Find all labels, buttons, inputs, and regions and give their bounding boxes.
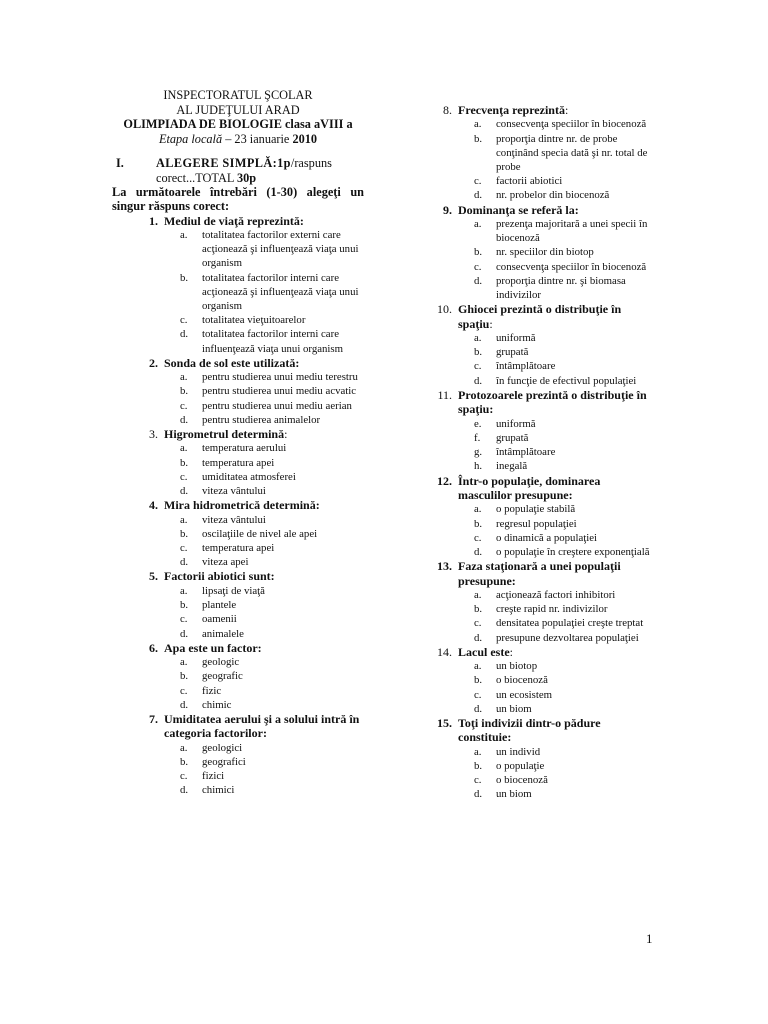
- option-text: un ecosistem: [496, 688, 553, 701]
- answer-option: [474, 174, 652, 188]
- question-number: 2.: [149, 355, 158, 370]
- question-text: [458, 388, 652, 417]
- question-text-bold: Umiditatea aerului şi a solului intră în categoria factorilor:: [164, 711, 360, 741]
- header-olympiad-title: OLIMPIADA DE BIOLOGIE clasa aVIII a: [123, 117, 353, 132]
- answer-options: [474, 217, 652, 302]
- option-letter: h.: [474, 460, 483, 473]
- question-text-bold: Faza staţionară a unei populaţii presupune:: [458, 559, 621, 588]
- answer-options: [180, 370, 364, 427]
- option-letter: f.: [474, 431, 481, 444]
- section-total: corect...TOTAL 30p: [156, 170, 257, 185]
- question-heading: [112, 569, 364, 583]
- answer-option: [474, 673, 652, 687]
- answer-option: [180, 370, 364, 384]
- answer-option: [474, 445, 652, 459]
- option-letter: b.: [474, 759, 483, 772]
- answer-option: [180, 783, 364, 797]
- question-text-bold: Protozoarele prezintă o distribuţie în spaţiu:: [458, 387, 647, 417]
- answer-option: [180, 527, 364, 541]
- year-text: 2010: [292, 131, 318, 146]
- option-letter: d.: [474, 702, 483, 715]
- answer-option: [474, 431, 652, 445]
- header-line-1: INSPECTORATUL ŞCOLAR: [163, 88, 313, 102]
- option-text: uniformă: [496, 417, 536, 430]
- question-text-bold: Sonda de sol este utilizată:: [164, 355, 300, 370]
- question-text: [458, 474, 652, 503]
- question-number: 5.: [149, 569, 158, 584]
- answer-option: [180, 327, 364, 355]
- option-text: fizic: [202, 684, 222, 697]
- answer-option: [180, 755, 364, 769]
- question-number: 4.: [149, 498, 158, 513]
- question-item: [406, 559, 652, 645]
- section-title-rest: /raspuns: [290, 156, 332, 171]
- answer-option: [180, 456, 364, 470]
- option-text: nr. speciilor din biotop: [496, 246, 594, 259]
- section-heading: [112, 156, 364, 185]
- section-total-points: 30p: [236, 170, 257, 185]
- option-letter: a.: [474, 660, 482, 673]
- question-heading: [112, 498, 364, 512]
- option-letter: a.: [474, 332, 482, 345]
- option-letter: c.: [474, 175, 482, 188]
- option-text: o biocenoză: [496, 774, 548, 787]
- date-text: – 23 ianuarie: [222, 131, 293, 146]
- option-letter: a.: [180, 513, 188, 526]
- option-letter: b.: [474, 132, 483, 145]
- answer-option: [474, 531, 652, 545]
- answer-option: [474, 331, 652, 345]
- option-letter: d.: [180, 627, 189, 640]
- option-text: prezenţa majoritară a unei specii în biocenoză: [496, 218, 648, 245]
- option-letter: c.: [180, 613, 188, 626]
- option-letter: d.: [474, 274, 483, 287]
- question-text-bold: Frecvenţa reprezintă: [458, 103, 565, 117]
- question-text-tail: :: [509, 644, 513, 659]
- question-item: [112, 214, 364, 356]
- question-text-bold: Mira hidrometrică determină:: [164, 498, 320, 513]
- answer-option: [474, 188, 652, 202]
- option-letter: a.: [474, 745, 482, 758]
- answer-option: [180, 441, 364, 455]
- option-text: totalitatea factorilor interni care influenţează viaţa unui organism: [202, 328, 344, 355]
- option-letter: b.: [474, 346, 483, 359]
- answer-option: [180, 741, 364, 755]
- option-letter: g.: [474, 446, 483, 459]
- option-letter: c.: [474, 531, 482, 544]
- question-heading: [406, 645, 652, 659]
- question-number: 9.: [443, 202, 452, 217]
- option-text: animalele: [202, 627, 244, 640]
- option-letter: c.: [180, 542, 188, 555]
- answer-option: [474, 217, 652, 245]
- question-number: 11.: [437, 387, 452, 402]
- option-letter: c.: [180, 684, 188, 697]
- option-letter: c.: [180, 399, 188, 412]
- option-text: oscilaţiile de nivel ale apei: [202, 527, 318, 540]
- option-text: geografici: [202, 755, 246, 768]
- option-text: un biom: [496, 788, 532, 801]
- questions-left-list: [112, 214, 364, 798]
- option-text: nr. probelor din biocenoză: [496, 189, 610, 202]
- answer-option: [180, 655, 364, 669]
- question-text-bold: Ghiocei prezintă o distribuţie în spaţiu: [458, 302, 622, 331]
- option-text: geologici: [202, 741, 243, 754]
- option-letter: a.: [180, 371, 188, 384]
- answer-option: [180, 470, 364, 484]
- option-text: creşte rapid nr. indivizilor: [496, 603, 608, 616]
- option-letter: d.: [180, 328, 189, 341]
- question-heading: [406, 388, 652, 417]
- question-text: [458, 559, 652, 588]
- option-text: geologic: [202, 656, 240, 669]
- option-text: totalitatea vieţuitoarelor: [202, 314, 306, 327]
- option-letter: b.: [180, 670, 189, 683]
- answer-option: [474, 602, 652, 616]
- answer-option: [180, 669, 364, 683]
- question-item: [406, 716, 652, 802]
- option-text: în funcţie de efectivul populaţiei: [496, 374, 637, 387]
- question-heading: [112, 214, 364, 228]
- option-text: lipsaţi de viaţă: [202, 584, 265, 597]
- option-text: un biotop: [496, 660, 538, 673]
- option-letter: d.: [474, 631, 483, 644]
- question-text: [164, 641, 364, 655]
- answer-options: [474, 331, 652, 388]
- answer-option: [474, 117, 652, 131]
- option-letter: b.: [180, 385, 189, 398]
- question-item: [406, 388, 652, 474]
- answer-option: [474, 545, 652, 559]
- option-text: inegală: [496, 460, 528, 473]
- question-item: [406, 645, 652, 716]
- question-number: 1.: [149, 213, 158, 228]
- option-letter: b.: [180, 527, 189, 540]
- question-number: 12.: [437, 473, 452, 488]
- answer-option: [180, 698, 364, 712]
- answer-option: [474, 459, 652, 473]
- answer-options: [474, 659, 652, 716]
- question-text-tail: :: [489, 316, 493, 331]
- question-item: [112, 498, 364, 569]
- option-letter: b.: [474, 517, 483, 530]
- option-text: temperatura apei: [202, 542, 275, 555]
- option-text: regresul populaţiei: [496, 517, 577, 530]
- right-column: [406, 103, 652, 802]
- option-text: grupată: [496, 346, 529, 359]
- question-heading: [406, 474, 652, 503]
- answer-options: [180, 513, 364, 570]
- option-letter: a.: [180, 656, 188, 669]
- answer-option: [180, 598, 364, 612]
- question-text: [458, 716, 652, 745]
- answer-options: [180, 584, 364, 641]
- question-heading: [406, 203, 652, 217]
- option-text: consecvenţa speciilor în biocenoză: [496, 260, 647, 273]
- question-text: [458, 203, 652, 217]
- answer-option: [474, 759, 652, 773]
- question-item: [406, 474, 652, 560]
- question-number: 3.: [149, 427, 158, 442]
- option-letter: c.: [180, 770, 188, 783]
- option-text: temperatura apei: [202, 456, 275, 469]
- answer-option: [474, 773, 652, 787]
- option-text: totalitatea factorilor externi care acţionează şi influenţează viaţa unui organism: [202, 229, 359, 270]
- question-heading: [406, 716, 652, 745]
- answer-option: [180, 513, 364, 527]
- option-text: pentru studierea unui mediu acvatic: [202, 385, 357, 398]
- option-letter: d.: [474, 374, 483, 387]
- option-letter: a.: [474, 118, 482, 131]
- answer-option: [474, 274, 652, 302]
- answer-option: [474, 517, 652, 531]
- answer-option: [474, 359, 652, 373]
- question-heading: [112, 641, 364, 655]
- option-text: viteza vântului: [202, 485, 266, 498]
- answer-options: [180, 655, 364, 712]
- option-letter: a.: [474, 588, 482, 601]
- answer-option: [474, 417, 652, 431]
- answer-option: [180, 484, 364, 498]
- answer-option: [474, 616, 652, 630]
- option-letter: b.: [474, 674, 483, 687]
- answer-option: [474, 345, 652, 359]
- question-text: [164, 498, 364, 512]
- question-text: [164, 356, 364, 370]
- option-text: proporţia dintre nr. de probe conţinând specia dată şi nr. total de probe: [496, 132, 648, 174]
- question-text-tail: :: [564, 103, 569, 117]
- question-number: 6.: [149, 640, 158, 655]
- question-item: [112, 641, 364, 712]
- question-heading: [112, 427, 364, 441]
- option-text: chimici: [202, 784, 235, 797]
- option-text: întâmplătoare: [496, 446, 556, 459]
- header-stage-date: [112, 132, 364, 147]
- option-letter: d.: [180, 413, 189, 426]
- option-text: o populaţie în creştere exponenţială: [496, 545, 650, 558]
- option-letter: b.: [180, 456, 189, 469]
- answer-option: [474, 132, 652, 175]
- option-text: temperatura aerului: [202, 442, 287, 455]
- question-text-bold: Mediul de viaţă reprezintă:: [164, 213, 304, 228]
- answer-options: [180, 741, 364, 798]
- answer-options: [474, 588, 652, 645]
- question-text: [164, 427, 364, 441]
- question-text: [164, 712, 364, 741]
- answer-option: [180, 399, 364, 413]
- question-text: [458, 645, 652, 659]
- answer-options: [474, 502, 652, 559]
- question-heading: [406, 103, 652, 117]
- question-heading: [406, 302, 652, 331]
- option-text: fizici: [202, 770, 225, 783]
- option-letter: a.: [180, 584, 188, 597]
- answer-option: [180, 271, 364, 314]
- answer-option: [180, 584, 364, 598]
- option-text: plantele: [202, 599, 237, 612]
- answer-option: [474, 631, 652, 645]
- option-text: geografic: [202, 670, 243, 683]
- option-text: viteza vântului: [202, 513, 266, 526]
- option-text: pentru studierea unui mediu aerian: [202, 399, 352, 412]
- question-text-bold: Factorii abiotici sunt:: [164, 569, 275, 584]
- option-text: un individ: [496, 745, 541, 758]
- option-letter: c.: [474, 360, 482, 373]
- answer-options: [474, 117, 652, 202]
- question-item: [406, 302, 652, 388]
- question-text: [458, 302, 652, 331]
- option-text: grupată: [496, 431, 529, 444]
- option-text: pentru studierea animalelor: [202, 413, 321, 426]
- option-text: proporţia dintre nr. şi biomasa indivizilor: [496, 274, 626, 302]
- option-text: oamenii: [202, 613, 237, 626]
- option-text: uniformă: [496, 332, 536, 345]
- question-number: 14.: [437, 644, 452, 659]
- answer-options: [180, 441, 364, 498]
- option-text: pentru studierea unui mediu terestru: [202, 371, 358, 384]
- question-text: [458, 103, 652, 117]
- option-letter: a.: [180, 741, 188, 754]
- stage-label: Etapa locală: [158, 131, 223, 146]
- answer-option: [474, 745, 652, 759]
- option-letter: c.: [474, 617, 482, 630]
- question-number: 13.: [437, 559, 452, 574]
- answer-option: [474, 787, 652, 801]
- section-title: ALEGERE SIMPLĂ:1p: [156, 156, 291, 171]
- answer-option: [180, 541, 364, 555]
- question-text: [164, 569, 364, 583]
- option-text: o populaţie stabilă: [496, 503, 576, 516]
- answer-option: [474, 260, 652, 274]
- answer-option: [180, 612, 364, 626]
- option-text: o populaţie: [496, 759, 545, 772]
- question-text: [164, 214, 364, 228]
- answer-option: [474, 502, 652, 516]
- question-heading: [112, 356, 364, 370]
- option-letter: d.: [180, 698, 189, 711]
- answer-option: [180, 313, 364, 327]
- option-text: o biocenoză: [496, 674, 548, 687]
- answer-option: [474, 588, 652, 602]
- page-number: 1: [646, 931, 653, 946]
- question-number: 8.: [443, 103, 452, 117]
- option-letter: c.: [474, 688, 482, 701]
- questions-right-list: [406, 103, 652, 802]
- question-text-bold: Lacul este: [458, 644, 510, 659]
- instructions-text: La următoarele întrebări (1-30) alegeţi un singur răspuns corect:: [112, 185, 364, 214]
- section-number: I.: [116, 156, 124, 171]
- option-text: totalitatea factorilor interni care acţionează şi influenţează viaţa unui organism: [202, 271, 359, 313]
- option-letter: d.: [474, 788, 483, 801]
- question-text-tail: :: [284, 427, 288, 442]
- answer-option: [474, 374, 652, 388]
- answer-option: [474, 688, 652, 702]
- question-item: [112, 712, 364, 798]
- answer-options: [474, 745, 652, 802]
- answer-option: [180, 555, 364, 569]
- option-text: chimic: [202, 698, 232, 711]
- answer-option: [474, 702, 652, 716]
- option-letter: b.: [474, 246, 483, 259]
- option-letter: c.: [180, 470, 188, 483]
- document-header: [112, 88, 364, 146]
- answer-option: [180, 684, 364, 698]
- option-letter: e.: [474, 417, 482, 430]
- answer-option: [180, 769, 364, 783]
- answer-option: [180, 228, 364, 271]
- option-text: viteza apei: [202, 556, 249, 569]
- option-letter: d.: [180, 556, 189, 569]
- question-item: [406, 103, 652, 203]
- question-text-bold: Dominanţa se referă la:: [458, 202, 579, 217]
- answer-option: [474, 659, 652, 673]
- question-number: 7.: [149, 711, 158, 726]
- option-text: acţionează factori inhibitori: [496, 588, 616, 601]
- option-letter: a.: [474, 218, 482, 231]
- option-letter: c.: [474, 260, 482, 273]
- question-text-bold: Higrometrul determină: [164, 427, 285, 442]
- option-letter: c.: [474, 774, 482, 787]
- option-text: umiditatea atmosferei: [202, 470, 296, 483]
- option-letter: d.: [180, 485, 189, 498]
- option-letter: d.: [474, 545, 483, 558]
- question-item: [112, 569, 364, 640]
- question-text-bold: Toţi indivizii dintr-o pădure constituie:: [458, 715, 601, 745]
- question-heading: [112, 712, 364, 741]
- question-item: [406, 203, 652, 303]
- option-text: factorii abiotici: [496, 175, 563, 188]
- option-text: un biom: [496, 702, 532, 715]
- option-letter: a.: [180, 442, 188, 455]
- option-letter: b.: [474, 603, 483, 616]
- option-letter: b.: [180, 271, 189, 284]
- question-text-bold: Apa este un factor:: [164, 640, 262, 655]
- answer-option: [180, 384, 364, 398]
- left-column: [112, 88, 364, 798]
- option-text: o dinamică a populaţiei: [496, 531, 598, 544]
- answer-option: [180, 627, 364, 641]
- option-letter: c.: [180, 314, 188, 327]
- option-letter: d.: [474, 189, 483, 202]
- question-heading: [406, 559, 652, 588]
- option-letter: a.: [180, 229, 188, 241]
- answer-option: [180, 413, 364, 427]
- option-text: densitatea populaţiei creşte treptat: [496, 617, 644, 630]
- option-letter: b.: [180, 755, 189, 768]
- question-number: 15.: [437, 715, 452, 730]
- answer-options: [474, 417, 652, 474]
- option-letter: d.: [180, 784, 189, 797]
- question-number: 10.: [437, 302, 452, 317]
- option-letter: a.: [474, 503, 482, 516]
- header-line-2: AL JUDEŢULUI ARAD: [176, 102, 300, 117]
- answer-option: [474, 245, 652, 259]
- option-text: presupune dezvoltarea populaţiei: [496, 631, 639, 644]
- question-text-bold: Într-o populaţie, dominarea masculilor presupune:: [458, 473, 601, 502]
- option-text: consecvenţa speciilor în biocenoză: [496, 118, 647, 131]
- option-letter: b.: [180, 599, 189, 612]
- question-item: [112, 356, 364, 427]
- option-text: întâmplătoare: [496, 360, 556, 373]
- answer-options: [180, 228, 364, 356]
- question-item: [112, 427, 364, 498]
